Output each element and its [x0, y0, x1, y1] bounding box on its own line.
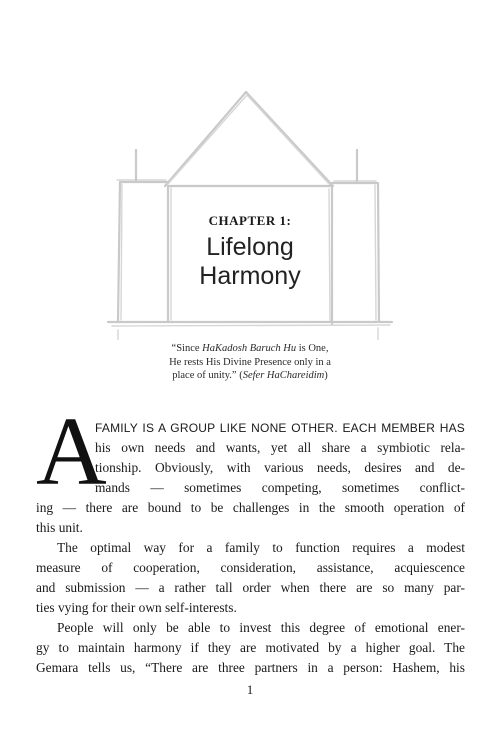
body-line: and submission — a rather tall order when there are so many par-: [36, 580, 465, 595]
epigraph-text: He rests His Divine Presence only in a: [169, 356, 331, 368]
chapter-title-line: Lifelong: [206, 233, 294, 261]
chapter-title: [150, 233, 350, 291]
body-line: Gemara tells us, “There are three partners in a person: Hashem, his: [36, 660, 465, 675]
body-line: gy to maintain harmony if they are motivated by a higher goal. The: [36, 640, 465, 655]
body-line: ing — there are bound to be challenges in the smooth operation of: [36, 500, 465, 515]
body-line: tionship. Obviously, with various needs, desires and de-: [95, 460, 465, 475]
epigraph-text: place of unity.” (: [172, 370, 243, 381]
chapter-label: CHAPTER 1:: [208, 213, 292, 228]
epigraph-text: “Since: [171, 343, 203, 354]
body-line: his own needs and wants, yet all share a symbiotic rela-: [95, 440, 465, 455]
body-line: The optimal way for a family to function requires a modest: [57, 540, 465, 555]
epigraph-text: ): [324, 370, 328, 381]
body-line: this unit.: [36, 520, 83, 535]
body-line: mands — sometimes competing, sometimes conflict-: [95, 480, 465, 495]
body-line: measure of cooperation, consideration, assistance, acquiescence: [36, 560, 465, 575]
epigraph-quote: [148, 342, 352, 383]
page-number: 1: [246, 682, 254, 697]
epigraph-italic: HaKadosh Baruch Hu: [202, 343, 297, 354]
epigraph-source: Sefer HaChareidim: [242, 370, 325, 381]
chapter-title-line: Harmony: [199, 262, 301, 290]
drop-cap: A: [36, 398, 107, 506]
epigraph-text: is One,: [296, 343, 329, 354]
body-line: People will only be able to invest this degree of emotional ener-: [57, 620, 465, 635]
body-line: ties vying for their own self-interests.: [36, 600, 237, 615]
body-line: FAMILY IS A GROUP LIKE NONE OTHER. EACH MEMBER HAS: [95, 421, 465, 435]
